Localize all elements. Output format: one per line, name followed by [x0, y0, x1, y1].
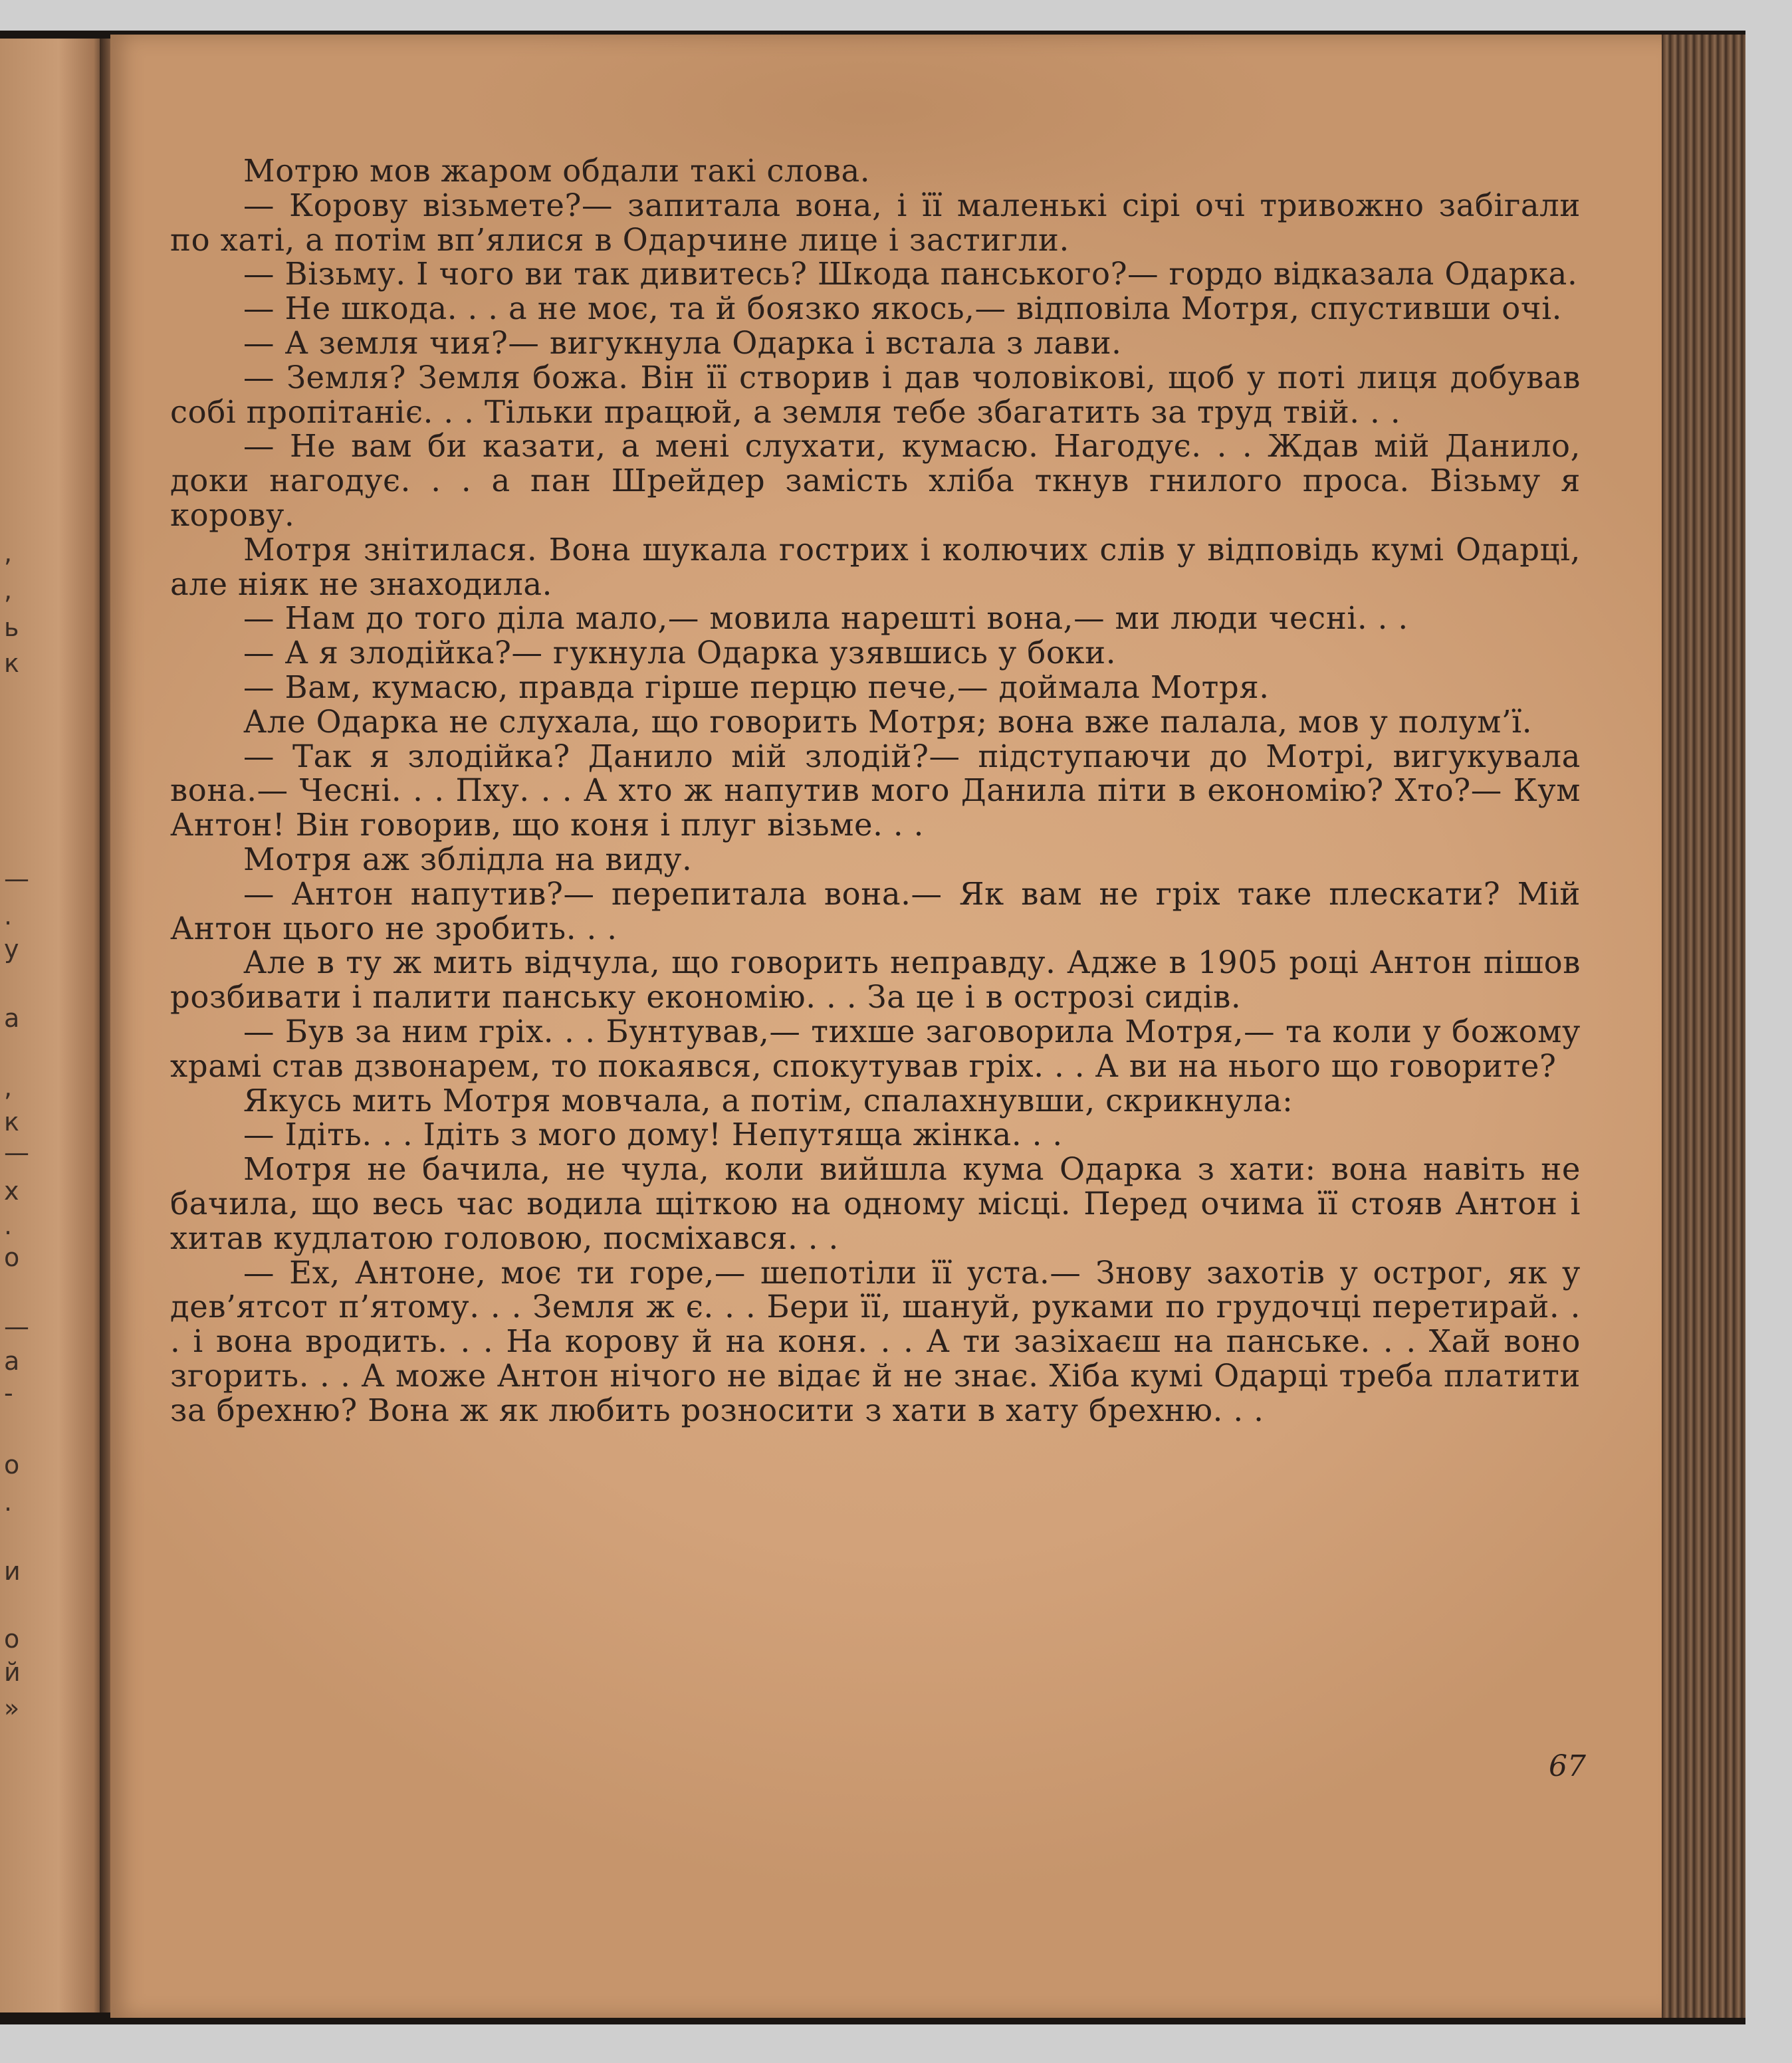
margin-fragment: а: [4, 1347, 20, 1376]
paragraph: — Так я злодійка? Данило мій злодій?— підступаючи до Мотрі, вигукувала вона.— Чесні. . . Пху. . . А хто ж напутив мого Данила піти в економію? Хто?— Кум Антон! Він говорив, що коня і плуг візьме. . .: [170, 738, 1581, 843]
margin-fragment: х: [4, 1176, 19, 1206]
margin-fragment: »: [4, 1693, 20, 1723]
page-stack-edge: [1662, 35, 1745, 2018]
paragraph: — Корову візьмете?— запитала вона, і її маленькі сірі очі тривожно забігали по хаті, а потім вп’ялися в Одарчине лице і застигли.: [170, 187, 1581, 258]
paragraph: — А земля чия?— вигукнула Одарка і встала з лави.: [243, 324, 1122, 361]
margin-fragment: к: [4, 649, 19, 678]
margin-fragment: ь: [4, 613, 19, 642]
margin-fragment: и: [4, 1557, 21, 1586]
page-number: 67: [1549, 1749, 1586, 1783]
book-page: [110, 35, 1668, 2018]
margin-fragment: ,: [4, 1073, 13, 1102]
previous-page-edge: [0, 39, 106, 2012]
margin-fragment: у: [4, 934, 19, 964]
margin-fragment: —: [4, 1312, 29, 1341]
paragraph: — Антон напутив?— перепитала вона.— Як вам не гріх таке плескати? Мій Антон цього не зробить. . .: [170, 875, 1581, 946]
previous-page-text-fragments: [0, 39, 27, 2012]
paragraph: — Вам, кумасю, правда гірше перцю пече,— доймала Мотря.: [243, 669, 1270, 705]
paragraph: — Ідіть. . . Ідіть з мого дому! Непутяща жінка. . .: [243, 1117, 1063, 1153]
paragraph: Але в ту ж мить відчула, що говорить неправду. Адже в 1905 році Антон пішов розбивати і палити панську економію. . . За це і в острозі сидів.: [170, 944, 1581, 1016]
margin-fragment: —: [4, 864, 29, 893]
paragraph: — Ех, Антоне, моє ти горе,— шепотіли її уста.— Знову захотів у острог, як у дев’ятсот п’ятому. . . Земля ж є. . . Бери її, шануй, руками по грудочці перетирай. . . і вона вродить. . . На корову й на коня. . . А ти зазіхаєш на панське. . . Хай воно згорить. . . А може Антон нічого не відає й не знає. Хіба кумі Одарці треба платити за брехню? Вона ж як любить розносити з хати в хату брехню. . .: [170, 1254, 1581, 1428]
margin-fragment: о: [4, 1624, 20, 1654]
margin-fragment: .: [4, 1487, 13, 1517]
paragraph: Мотря аж зблідла на виду.: [243, 841, 693, 877]
margin-fragment: й: [4, 1658, 21, 1687]
paragraph: Мотря знітилася. Вона шукала гострих і колючих слів у відповідь кумі Одарці, але ніяк не знаходила.: [170, 531, 1581, 602]
paragraph: Мотря не бачила, не чула, коли вийшла кума Одарка з хати: вона навіть не бачила, що весь час водила щіткою на одному місці. Перед очима її стояв Антон і хитав кудлатою головою, посміхався. . .: [170, 1151, 1581, 1256]
paragraph: — Не шкода. . . а не моє, та й боязко якось,— відповіла Мотря, спустивши очі.: [243, 290, 1563, 327]
paragraph: — Був за ним гріх. . . Бунтував,— тихше заговорила Мотря,— та коли у божому храмі став дзвонарем, то покаявся, спокутував гріх. . . А ви на нього що говорите?: [170, 1013, 1581, 1084]
paragraph: — Земля? Земля божа. Він її створив і дав чоловікові, щоб у поті лиця добував собі пропітаніє. . . Тільки працюй, а земля тебе збагатить за труд твій. . .: [170, 359, 1581, 430]
paragraph: Якусь мить Мотря мовчала, а потім, спалахнувши, скрикнула:: [243, 1082, 1293, 1119]
paragraph: — Не вам би казати, а мені слухати, кумасю. Нагодує. . . Ждав мій Данило, доки нагодує. . . а пан Шрейдер замість хліба ткнув гнилого проса. Візьму я корову.: [170, 428, 1581, 533]
margin-fragment: ,: [4, 538, 13, 568]
margin-fragment: -: [4, 1378, 13, 1408]
margin-fragment: ,: [4, 576, 13, 605]
margin-fragment: о: [4, 1243, 20, 1272]
margin-fragment: .: [4, 1211, 13, 1240]
paragraph: Мотрю мов жаром обдали такі слова.: [243, 153, 871, 189]
paragraph: — Візьму. І чого ви так дивитесь? Шкода панського?— гордо відказала Одарка.: [243, 256, 1578, 292]
margin-fragment: к: [4, 1107, 19, 1137]
margin-fragment: —: [4, 1138, 29, 1167]
page-body-text: [170, 154, 1581, 1428]
paragraph: — А я злодійка?— гукнула Одарка узявшись у боки.: [243, 635, 1117, 671]
paragraph: — Нам до того діла мало,— мовила нарешті вона,— ми люди чесні. . .: [243, 600, 1408, 637]
paragraph: Але Одарка не слухала, що говорить Мотря; вона вже палала, мов у полум’ї.: [243, 703, 1533, 740]
margin-fragment: о: [4, 1450, 20, 1479]
margin-fragment: .: [4, 901, 13, 930]
margin-fragment: а: [4, 1004, 20, 1033]
